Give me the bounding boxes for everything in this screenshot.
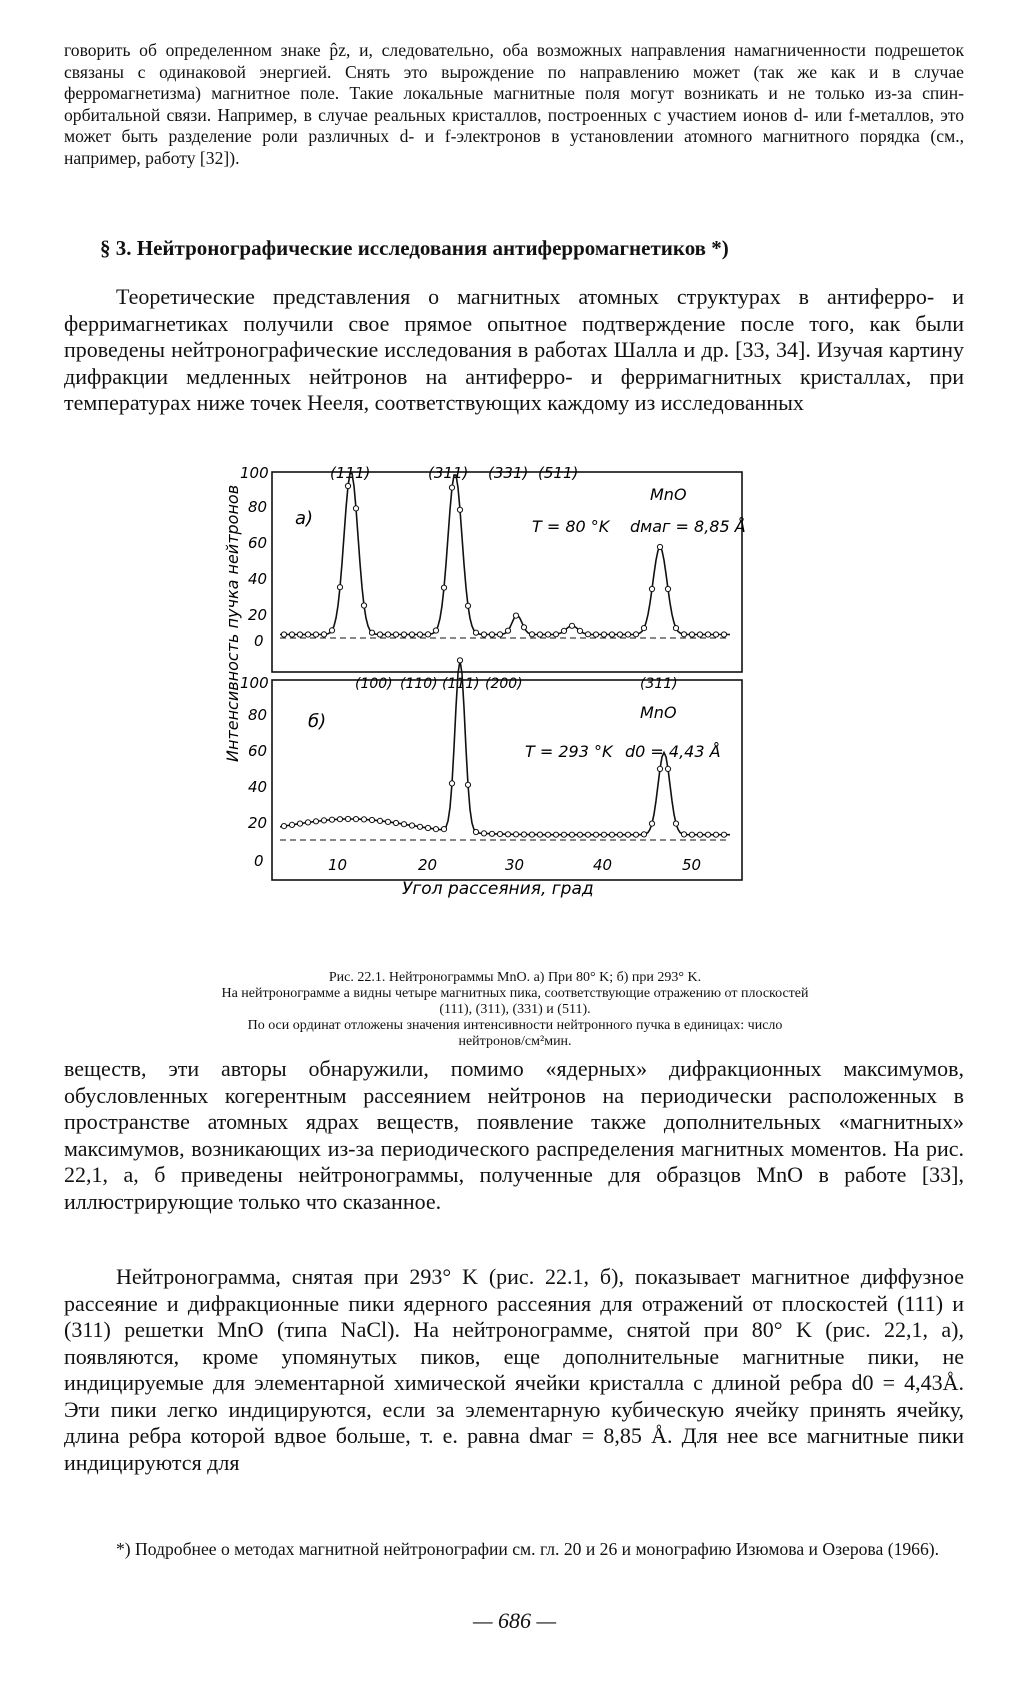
panel-b-point <box>513 832 518 837</box>
panel-b-point <box>585 832 590 837</box>
caption-line-2: На нейтронограмме а видны четыре магнитных пика, соответствующие отражению от плоскостей (111), (311), (331) и (511). <box>221 986 809 1017</box>
paragraph-3: Нейтронограмма, снятая при 293° K (рис. 22.1, б), показывает магнитное диффузное рассеяние и дифракционные пики ядерного рассеяния для отражений от плоскостей (111) и (311) решетки MnO (типа NaCl). На нейтронограмме, снятой при 80° K (рис. 22,1, а), появляются, кроме упомянутых пиков, еще дополнительные магнитные пики, не индицируемые для элементарной химической ячейки кристалла с длиной ребра d0 = 4,43Å. Эти пики легко индицируются, если за элементарную кубическую ячейку принять ячейку, длина ребра которой вдвое больше, т. е. равна dмаг = 8,85 Å. Для нее все магнитные пики индицируются для <box>64 1264 964 1475</box>
top-label-331: (331) <box>488 464 529 482</box>
panel-a-point <box>665 586 670 591</box>
panel-a-temp: T = 80 °K <box>532 517 610 536</box>
panel-b-point <box>441 827 446 832</box>
panel-b-point <box>713 832 718 837</box>
panel-a-point <box>697 632 702 637</box>
panel-b-point <box>529 832 534 837</box>
panel-b-temp: T = 293 °K <box>525 742 613 761</box>
panel-b-point <box>329 817 334 822</box>
panel-b-point <box>489 831 494 836</box>
panel-a-point <box>313 632 318 637</box>
panel-b-substance: MnO <box>640 703 677 722</box>
mid-label-311: (311) <box>640 676 678 692</box>
panel-a-point <box>657 544 662 549</box>
panel-a-point <box>497 632 502 637</box>
panel-b-point <box>657 766 662 771</box>
panel-b-tag: б) <box>308 711 327 732</box>
figure-caption <box>215 970 815 1050</box>
panel-a-point <box>713 632 718 637</box>
panel-a-point <box>633 632 638 637</box>
mid-label-111: (111) <box>442 676 480 692</box>
x-tick-40: 40 <box>593 856 613 874</box>
section-heading: § 3. Нейтронографические исследования антиферромагнетиков *) <box>100 236 729 260</box>
panel-b-point <box>321 818 326 823</box>
panel-b-point <box>625 832 630 837</box>
panel-a-point <box>609 632 614 637</box>
panel-b-point <box>537 832 542 837</box>
panel-b-point <box>633 832 638 837</box>
panel-b-point <box>617 832 622 837</box>
panel-b-point <box>417 824 422 829</box>
panel-a-point <box>649 586 654 591</box>
panel-b-point <box>497 832 502 837</box>
panel-b-point <box>465 782 470 787</box>
panel-a-point <box>473 630 478 635</box>
panel-a-point <box>681 632 686 637</box>
panel-b-point <box>449 781 454 786</box>
panel-b-param: d0 = 4,43 Å <box>625 742 721 761</box>
panel-b-point <box>409 823 414 828</box>
panel-b-point <box>641 832 646 837</box>
panel-b-point <box>569 832 574 837</box>
caption-line-3: По оси ординат отложены значения интенсивности нейтронного пучка в единицах: число нейтронов/см²мин. <box>247 1018 783 1049</box>
panel-a-point <box>673 626 678 631</box>
panel-a-point <box>721 632 726 637</box>
panel-a-point <box>393 632 398 637</box>
panel-a-point <box>281 632 286 637</box>
panel-a-point <box>457 507 462 512</box>
footnote: *) Подробнее о методах магнитной нейтронографии см. гл. 20 и 26 и монографию Изюмова и Озерова (1966). <box>116 1539 940 1559</box>
panel-b-point <box>369 817 374 822</box>
panel-a-point <box>417 632 422 637</box>
panel-a-point <box>521 625 526 630</box>
mid-label-110: (110) <box>400 676 438 692</box>
panel-a-point <box>369 630 374 635</box>
panel-b-point <box>297 821 302 826</box>
ya-tick-60: 60 <box>248 534 268 552</box>
paragraph-1: Теоретические представления о магнитных атомных структурах в антиферро- и ферримагнетиках получили свое прямое опытное подтверждение после того, как были проведены нейтронографические исследования в работах Шалла и др. [33, 34]. Изучая картину дифракции медленных нейтронов на антиферро- и ферримагнитных кристаллах, при температурах ниже точек Нееля, соответствующих каждому из исследованных <box>64 284 964 415</box>
panel-a-point <box>689 632 694 637</box>
panel-b-point <box>681 832 686 837</box>
panel-b-point <box>361 817 366 822</box>
panel-a-tag: a) <box>295 508 314 529</box>
panel-b-point <box>433 827 438 832</box>
panel-b-point <box>521 832 526 837</box>
caption-line-1: Рис. 22.1. Нейтронограммы MnO. а) При 80° K; б) при 293° K. <box>328 970 702 985</box>
panel-a-point <box>585 632 590 637</box>
panel-a-param: dмаг = 8,85 Å <box>630 517 746 536</box>
ya-tick-0: 0 <box>254 632 264 650</box>
panel-b-point <box>473 829 478 834</box>
panel-a-point <box>537 632 542 637</box>
panel-a-point <box>641 626 646 631</box>
panel-b-point <box>289 822 294 827</box>
panel-b-point <box>665 766 670 771</box>
x-tick-20: 20 <box>418 856 438 874</box>
panel-a-point <box>409 632 414 637</box>
panel-a-point <box>513 613 518 618</box>
yb-tick-100: 100 <box>240 674 269 692</box>
panel-a-point <box>345 483 350 488</box>
panel-b-point <box>353 817 358 822</box>
panel-b-point <box>505 832 510 837</box>
yb-tick-20: 20 <box>248 814 268 832</box>
panel-a-point <box>593 632 598 637</box>
panel-b-point <box>721 832 726 837</box>
panel-a-point <box>601 632 606 637</box>
panel-a-point <box>489 632 494 637</box>
panel-b-point <box>673 821 678 826</box>
panel-a-point <box>361 603 366 608</box>
panel-a-point <box>337 585 342 590</box>
panel-b-point <box>561 832 566 837</box>
panel-b-point <box>481 831 486 836</box>
panel-a-point <box>625 632 630 637</box>
panel-a-point <box>305 632 310 637</box>
ya-tick-20: 20 <box>248 606 268 624</box>
x-tick-30: 30 <box>505 856 525 874</box>
panel-a-point <box>329 628 334 633</box>
top-label-511: (511) <box>538 464 579 482</box>
panel-a-point <box>289 632 294 637</box>
paragraph-2: веществ, эти авторы обнаружили, помимо «ядерных» дифракционных максимумов, обусловленных когерентным рассеянием нейтронов на периодически расположенных в пространстве атомных ядрах веществ, появление также дополнительных «магнитных» максимумов, возникающих из-за периодического распределения магнитных моментов. На рис. 22,1, а, б приведены нейтронограммы, полученные для образцов MnO в работе [33], иллюстрирующие только что сказанное. <box>64 1056 964 1214</box>
top-label-111: (111) <box>330 464 371 482</box>
y-axis-label: Интенсивность пучка нейтронов <box>223 484 242 762</box>
panel-b-point <box>689 832 694 837</box>
panel-b-point <box>345 816 350 821</box>
panel-a-point <box>353 506 358 511</box>
mid-label-200: (200) <box>485 676 523 692</box>
yb-tick-80: 80 <box>248 706 268 724</box>
panel-a-point <box>545 632 550 637</box>
panel-a-point <box>401 632 406 637</box>
top-label-311: (311) <box>428 464 469 482</box>
mid-label-100: (100) <box>355 676 393 692</box>
panel-a-point <box>577 628 582 633</box>
panel-a-point <box>297 632 302 637</box>
panel-a-substance: MnO <box>650 485 687 504</box>
panel-a-point <box>425 632 430 637</box>
panel-a-point <box>433 628 438 633</box>
panel-a-point <box>529 632 534 637</box>
panel-a-point <box>569 623 574 628</box>
panel-a-point <box>465 603 470 608</box>
panel-b-point <box>593 832 598 837</box>
yb-tick-60: 60 <box>248 742 268 760</box>
panel-b-point <box>609 832 614 837</box>
panel-b-point <box>337 817 342 822</box>
yb-tick-40: 40 <box>248 778 268 796</box>
panel-b-point <box>601 832 606 837</box>
panel-a-point <box>481 632 486 637</box>
panel-b-point <box>697 832 702 837</box>
panel-b-point <box>457 658 462 663</box>
x-tick-10: 10 <box>328 856 348 874</box>
panel-b-point <box>545 832 550 837</box>
panel-a-point <box>385 632 390 637</box>
panel-a-point <box>505 628 510 633</box>
panel-b-point <box>313 819 318 824</box>
panel-b-point <box>705 832 710 837</box>
top-paragraph: говорить об определенном знаке p̂z, и, следовательно, оба возможных направления намагниченности подрешеток связаны с одинаковой энергией. Снять это вырождение по направлению может (так же как и в случае ферромагнетизма) магнитное поле. Такие локальные магнитные поля могут возникать и не только из-за спин-орбитальной связи. Например, в случае реальных кристаллов, построенных с участием ионов d- или f-металлов, это может быть разделение роли различных d- и f-электронов в установлении атомного магнитного порядка (см., например, работу [32]). <box>64 40 964 168</box>
panel-a-point <box>321 632 326 637</box>
yb-tick-0: 0 <box>254 852 264 870</box>
panel-b-point <box>401 822 406 827</box>
panel-b-point <box>281 824 286 829</box>
panel-b-point <box>649 821 654 826</box>
ya-tick-40: 40 <box>248 570 268 588</box>
panel-a-point <box>561 628 566 633</box>
panel-b-point <box>385 819 390 824</box>
panel-b-point <box>377 818 382 823</box>
panel-b-point <box>553 832 558 837</box>
neutronogram-figure <box>220 462 780 962</box>
panel-a-point <box>449 485 454 490</box>
panel-a-point <box>377 632 382 637</box>
panel-b-point <box>305 820 310 825</box>
ya-tick-100: 100 <box>240 464 269 482</box>
panel-a-point <box>617 632 622 637</box>
x-axis-label: Угол рассеяния, град <box>402 879 594 899</box>
panel-a-point <box>705 632 710 637</box>
x-tick-50: 50 <box>682 856 702 874</box>
panel-b-point <box>425 825 430 830</box>
page-number: — 686 — <box>472 1608 557 1633</box>
panel-b-point <box>577 832 582 837</box>
panel-a-point <box>553 632 558 637</box>
ya-tick-80: 80 <box>248 498 268 516</box>
panel-a-point <box>441 585 446 590</box>
panel-b-point <box>393 820 398 825</box>
